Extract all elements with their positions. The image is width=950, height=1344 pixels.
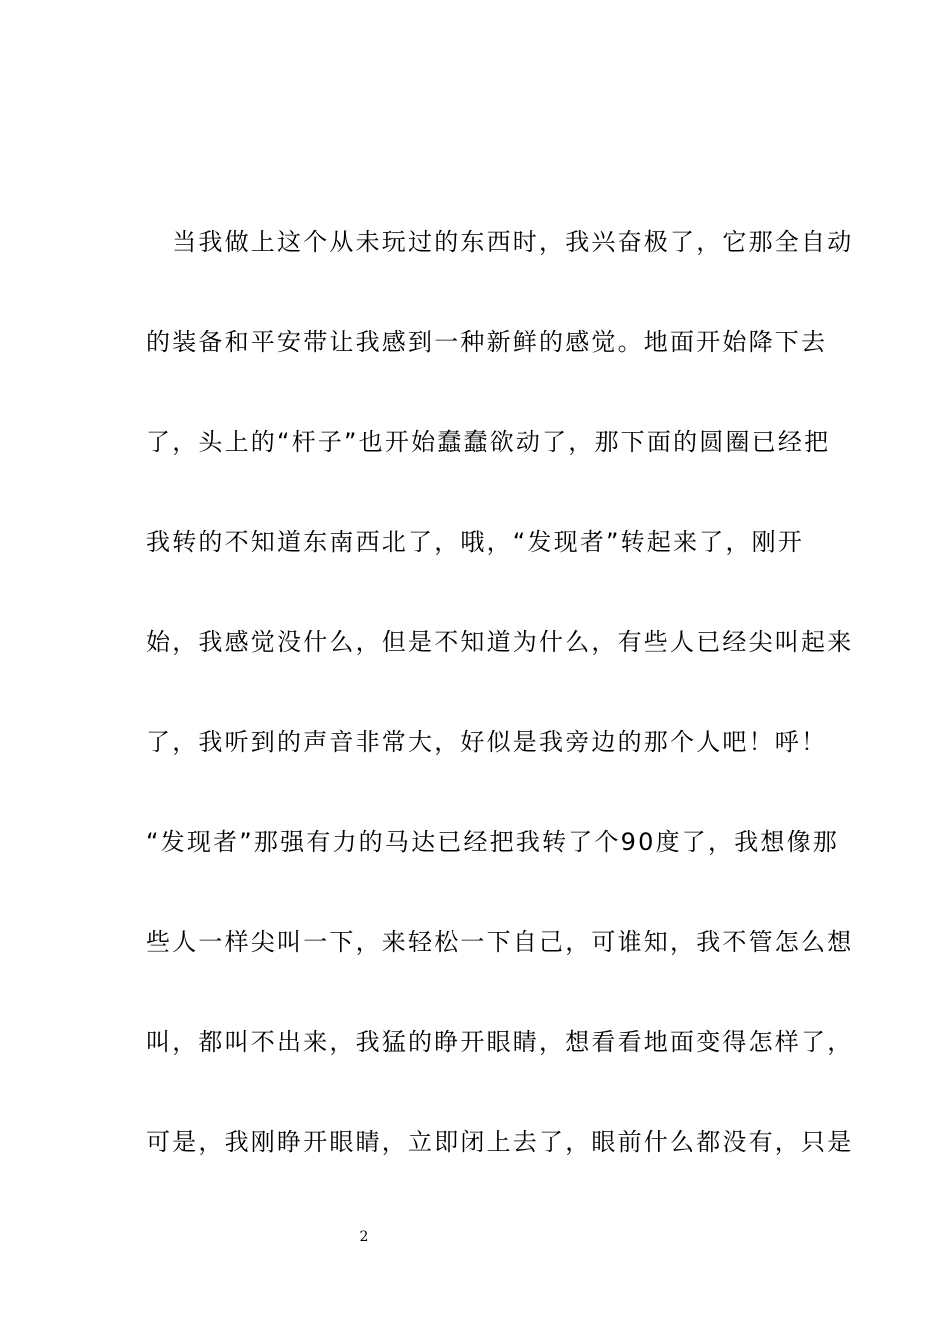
text-line: 当我做上这个从未玩过的东西时，我兴奋极了，它那全自动: [146, 228, 854, 256]
text-line: 叫，都叫不出来，我猛的睁开眼睛，想看看地面变得怎样了，: [146, 1028, 854, 1056]
text-line: 了，我听到的声音非常大，好似是我旁边的那个人吧！呼！: [146, 728, 828, 756]
text-line: 可是，我刚睁开眼睛，立即闭上去了，眼前什么都没有，只是: [146, 1128, 854, 1156]
text-line: 我转的不知道东南西北了，哦，“发现者”转起来了，刚开: [146, 528, 805, 556]
text-line: 始，我感觉没什么，但是不知道为什么，有些人已经尖叫起来: [146, 628, 854, 656]
text-line: 的装备和平安带让我感到一种新鲜的感觉。地面开始降下去: [146, 328, 828, 356]
text-line: 了，头上的“杆子”也开始蠢蠢欲动了，那下面的圆圈已经把: [146, 428, 831, 456]
text-line: “发现者”那强有力的马达已经把我转了个90度了，我想像那: [146, 828, 840, 856]
page-number: 2: [359, 1229, 369, 1245]
text-line: 些人一样尖叫一下，来轻松一下自己，可谁知，我不管怎么想: [146, 928, 854, 956]
